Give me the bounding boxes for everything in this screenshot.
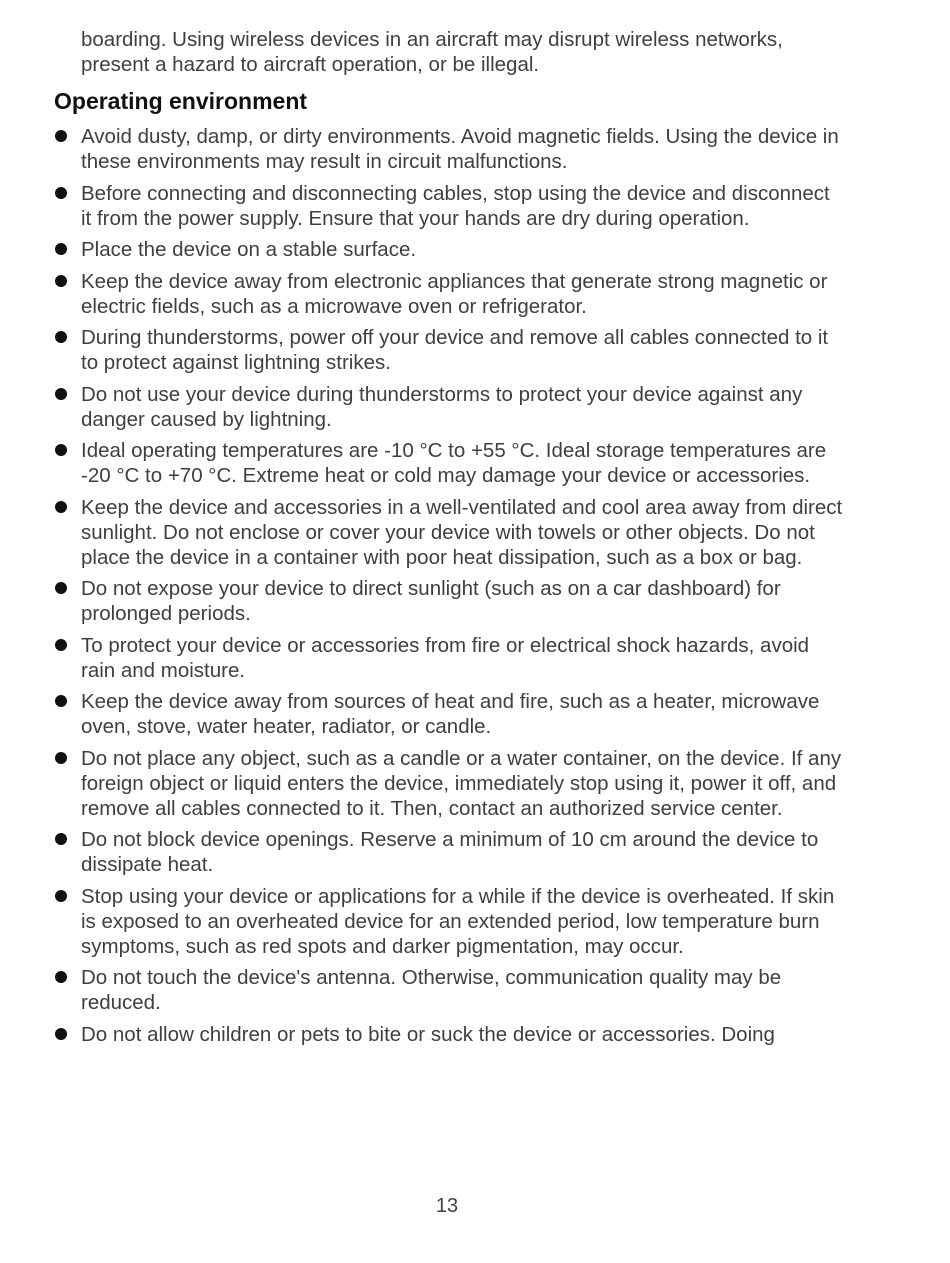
- page-number: 13: [435, 1195, 459, 1217]
- bullet-text: Do not place any object, such as a candle or a water container, on the device. If any foreign object or liquid enters the device, immediately stop using it, power it off, and remove all cables connected to it. Then, contact an authorized service center.: [81, 746, 842, 820]
- bullet-text: Ideal operating temperatures are -10 °C to +55 °C. Ideal storage temperatures are -20 °C to +70 °C. Extreme heat or cold may damage your device or accessories.: [81, 439, 827, 487]
- bullet-item: [54, 325, 844, 375]
- bullet-dot-icon: [55, 752, 67, 764]
- bullet-text: Keep the device away from electronic appliances that generate strong magnetic or electric fields, such as a microwave oven or refrigerator.: [81, 269, 828, 318]
- bullet-text: Do not touch the device's antenna. Otherwise, communication quality may be reduced.: [81, 966, 782, 1014]
- bullet-dot-icon: [55, 833, 67, 845]
- bullet-dot-icon: [55, 187, 67, 199]
- bullet-dot-icon: [55, 444, 67, 456]
- bullet-item: [54, 181, 844, 231]
- bullet-text: Avoid dusty, damp, or dirty environments. Avoid magnetic fields. Using the device in these environments may result in circuit malfunctions.: [81, 125, 839, 173]
- bullet-dot-icon: [55, 582, 67, 594]
- bullet-dot-icon: [55, 971, 67, 983]
- bullet-dot-icon: [55, 1028, 67, 1040]
- bullet-item: [54, 237, 844, 262]
- bullet-text: Place the device on a stable surface.: [81, 238, 417, 261]
- bullet-dot-icon: [55, 501, 67, 513]
- intro-paragraph: boarding. Using wireless devices in an aircraft may disrupt wireless networks, present a hazard to aircraft operation, or be illegal.: [81, 28, 783, 76]
- bullet-dot-icon: [55, 331, 67, 343]
- bullet-text: Do not expose your device to direct sunlight (such as on a car dashboard) for prolonged periods.: [81, 577, 781, 625]
- page-content: [54, 27, 844, 1053]
- bullet-text: Do not block device openings. Reserve a minimum of 10 cm around the device to dissipate heat.: [81, 828, 819, 876]
- bullet-item: [54, 124, 844, 174]
- bullet-list: [54, 124, 844, 1047]
- bullet-item: [54, 495, 844, 570]
- bullet-item: [54, 633, 844, 683]
- bullet-dot-icon: [55, 130, 67, 142]
- bullet-text: During thunderstorms, power off your device and remove all cables connected to it to protect against lightning strikes.: [81, 326, 829, 374]
- bullet-item: [54, 576, 844, 626]
- bullet-text: Keep the device away from sources of heat and fire, such as a heater, microwave oven, stove, water heater, radiator, or candle.: [81, 690, 820, 738]
- bullet-dot-icon: [55, 275, 67, 287]
- bullet-item: [54, 269, 844, 319]
- bullet-dot-icon: [55, 388, 67, 400]
- bullet-text: Stop using your device or applications for a while if the device is overheated. If skin is exposed to an overheated device for an extended period, low temperature burn symptoms, such as red spots and darker pigmentation, may occur.: [81, 884, 835, 958]
- bullet-dot-icon: [55, 890, 67, 902]
- bullet-text: Do not allow children or pets to bite or suck the device or accessories. Doing: [81, 1022, 775, 1046]
- bullet-text: Before connecting and disconnecting cables, stop using the device and disconnect it from the power supply. Ensure that your hands are dry during operation.: [81, 181, 830, 230]
- section-heading: Operating environment: [54, 88, 308, 114]
- bullet-item: [54, 965, 844, 1015]
- bullet-item: [54, 382, 844, 432]
- bullet-text: Do not use your device during thunderstorms to protect your device against any danger caused by lightning.: [81, 382, 803, 431]
- bullet-item: [54, 746, 844, 821]
- bullet-text: Keep the device and accessories in a well-ventilated and cool area away from direct sunlight. Do not enclose or cover your device with towels or other objects. Do not place the device in a container with poor heat dissipation, such as a box or bag.: [81, 495, 843, 569]
- bullet-item: [54, 438, 844, 488]
- bullet-item: [54, 689, 844, 739]
- bullet-item: [54, 1022, 844, 1047]
- bullet-item: [54, 827, 844, 877]
- bullet-dot-icon: [55, 243, 67, 255]
- bullet-dot-icon: [55, 639, 67, 651]
- bullet-text: To protect your device or accessories from fire or electrical shock hazards, avoid rain and moisture.: [81, 633, 810, 682]
- bullet-item: [54, 884, 844, 959]
- bullet-dot-icon: [55, 695, 67, 707]
